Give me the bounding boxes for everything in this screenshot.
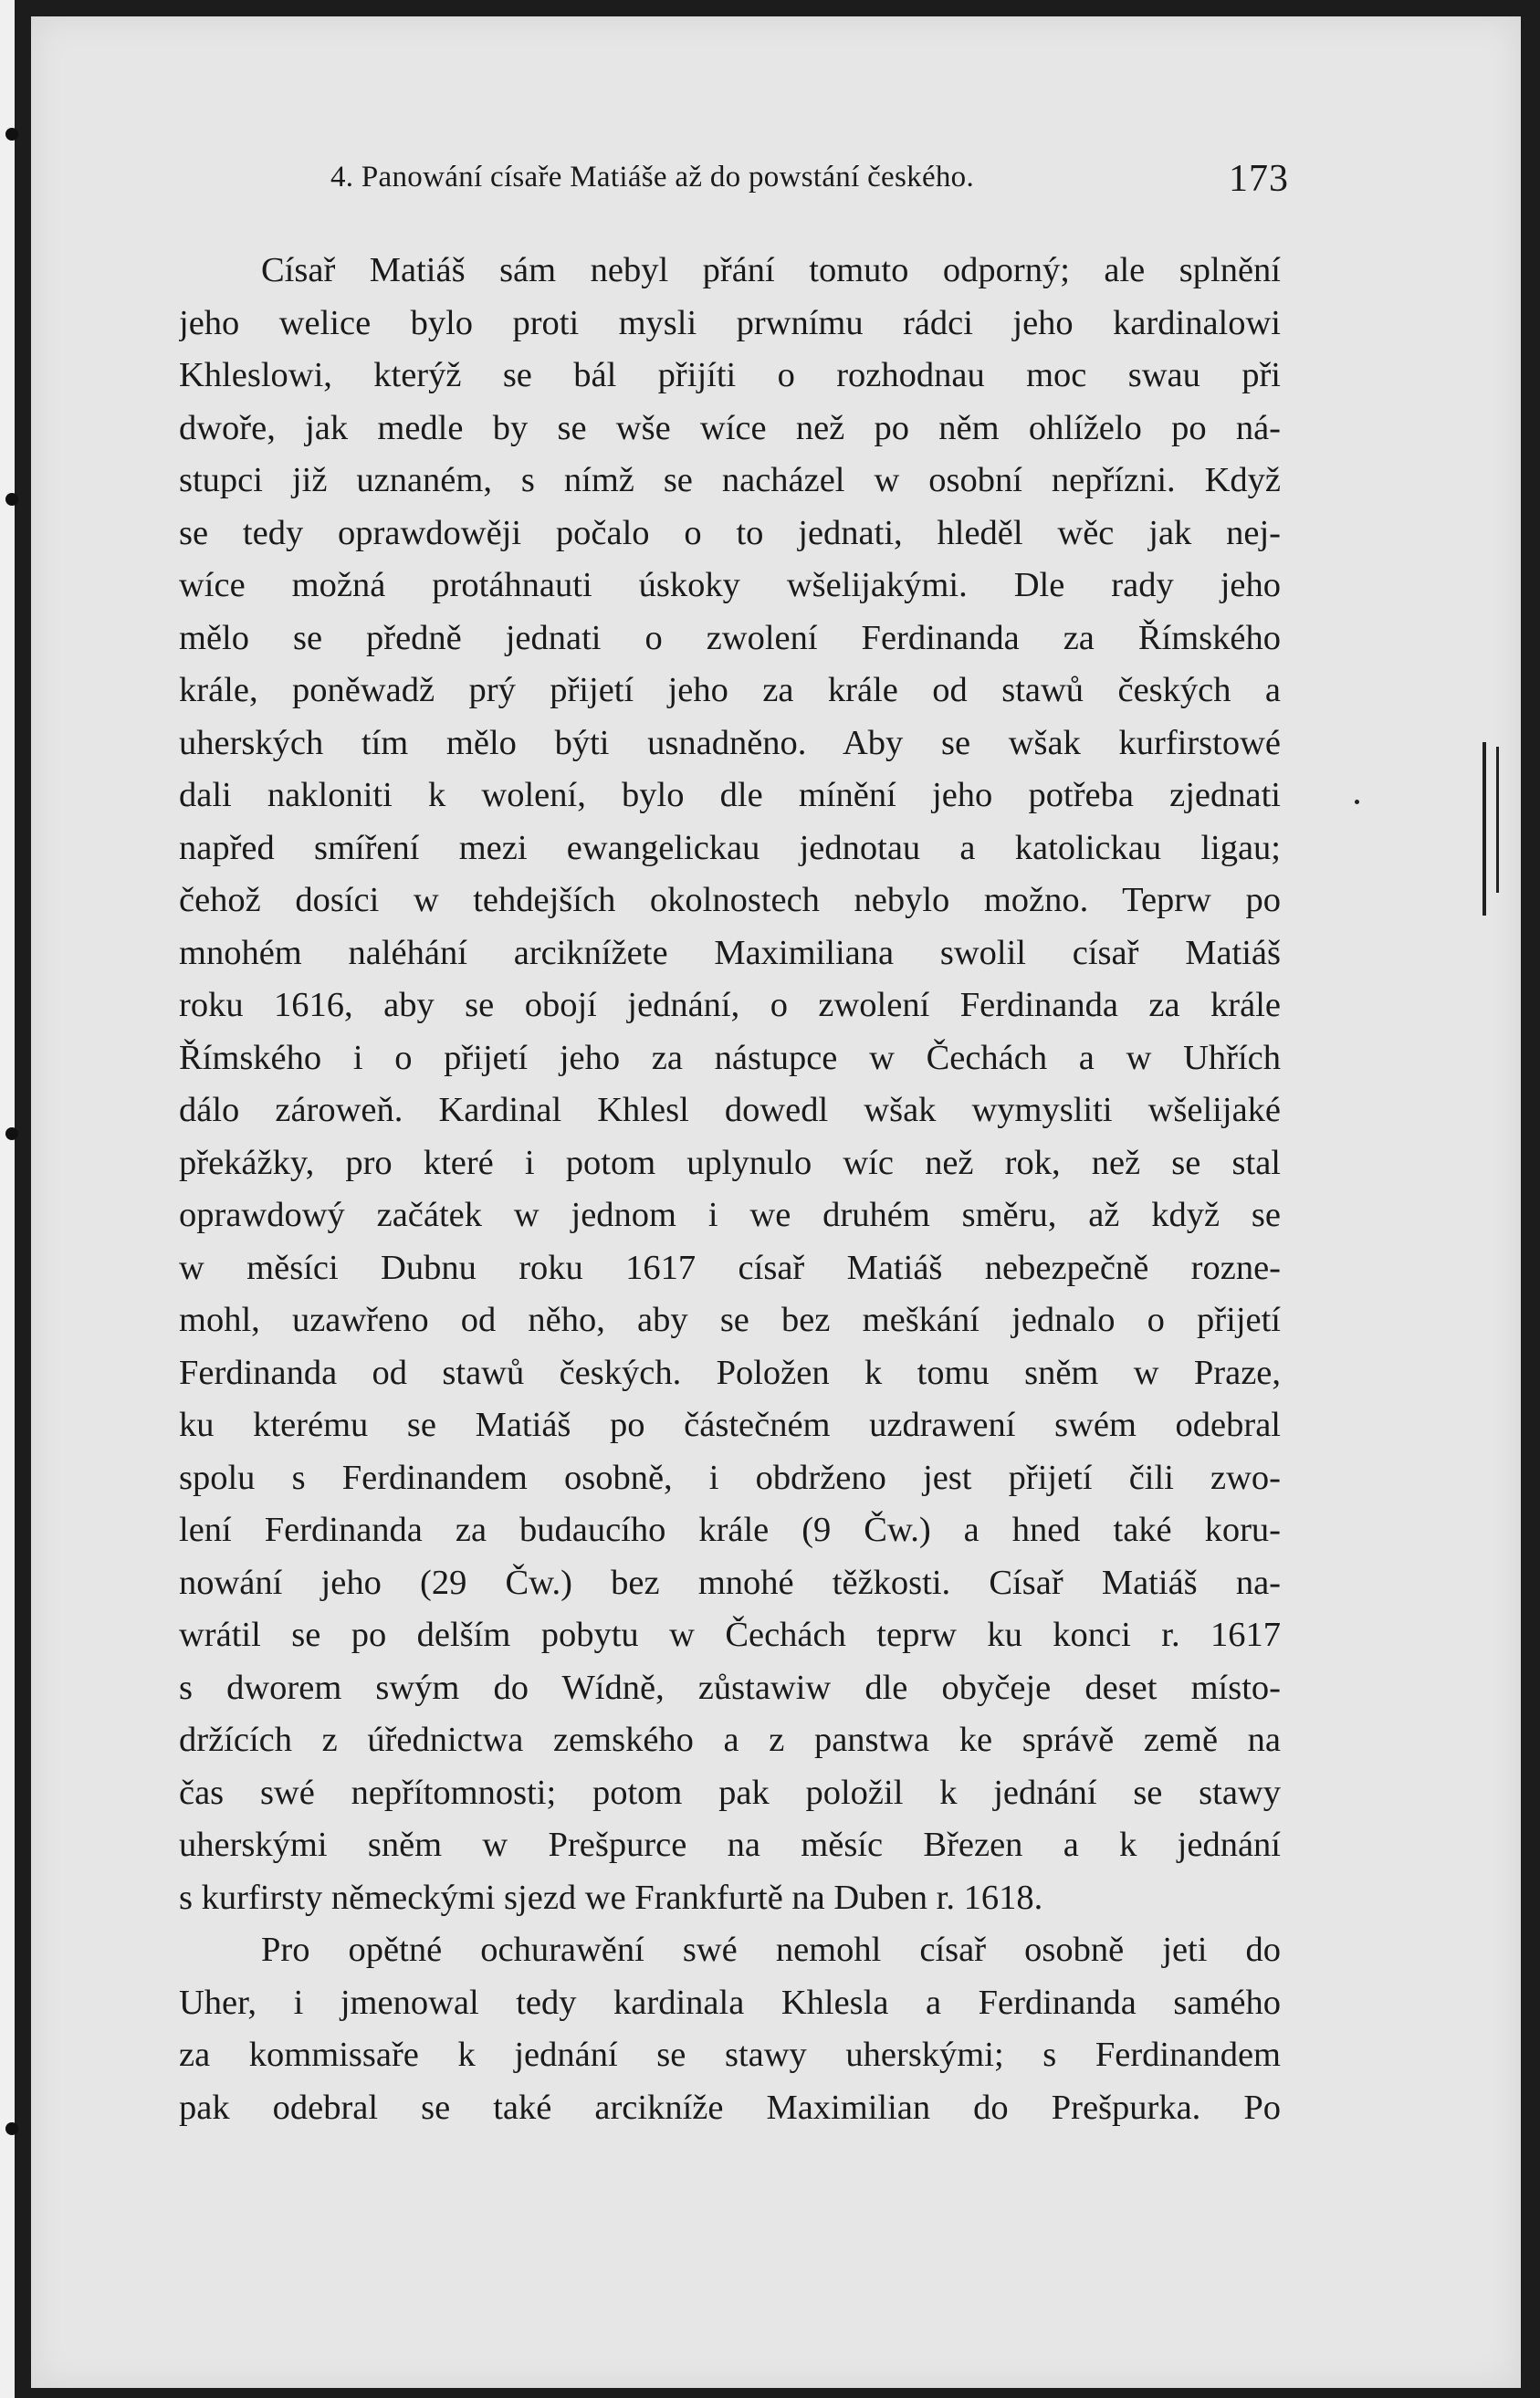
text-line: roku 1616, aby se obojí jednání, o zwolení Ferdinanda za krále — [179, 986, 1281, 1024]
margin-mark — [1496, 747, 1499, 893]
text-line: čehož dosíci w tehdejších okolnostech nebylo možno. Teprw po — [179, 881, 1281, 919]
text-line: stupci již uznaném, s nímž se nacházel w osobní nepřízni. Když — [179, 461, 1281, 499]
text-line: mohl, uzawřeno od něho, aby se bez meškání jednalo o přijetí — [179, 1301, 1281, 1339]
text-line: za kommissaře k jednání se stawy uherskými; s Ferdinandem — [179, 2036, 1281, 2074]
text-line: lení Ferdinanda za budaucího krále (9 Čw.) a hned také koru- — [179, 1511, 1281, 1549]
text-line: uherských tím mělo býti usnadněno. Aby se wšak kurfirstowé — [179, 723, 1281, 762]
margin-mark — [1482, 742, 1486, 916]
binding-hole — [5, 493, 18, 506]
binding-hole — [5, 1127, 18, 1140]
text-line: s dworem swým do Wídně, zůstawiw dle obyčeje deset místo- — [179, 1668, 1281, 1707]
text-line: mnohém naléhání arciknížete Maximiliana swolil císař Matiáš — [179, 933, 1281, 972]
text-line: krále, poněwadž prý přijetí jeho za krále od stawů českých a — [179, 671, 1281, 709]
text-line: překážky, pro které i potom uplynulo wíc než rok, než se stal — [179, 1143, 1281, 1182]
text-line: Khleslowi, kterýž se bál přijíti o rozhodnau moc swau při — [179, 356, 1281, 394]
binding-hole — [5, 128, 18, 141]
body-text — [179, 245, 1281, 2134]
text-line: držících z úřednictwa zemského a z panstwa ke správě země na — [179, 1721, 1281, 1759]
text-line: nowání jeho (29 Čw.) bez mnohé těžkosti. Císař Matiáš na- — [179, 1563, 1281, 1602]
text-line: spolu s Ferdinandem osobně, i obdrženo jest přijetí čili zwo- — [179, 1458, 1281, 1497]
text-line: oprawdowý začátek w jednom i we druhém směru, až když se — [179, 1196, 1281, 1234]
binding-hole — [5, 2122, 18, 2135]
text-line: mělo se předně jednati o zwolení Ferdinanda za Římského — [179, 618, 1281, 657]
chapter-title: 4. Panowání císaře Matiáše až do powstání českého. — [330, 161, 975, 194]
text-line: napřed smíření mezi ewangelickau jednotau a katolickau ligau; — [179, 828, 1281, 867]
text-line: Uher, i jmenowal tedy kardinala Khlesla a Ferdinanda samého — [179, 1983, 1281, 2022]
text-line: dwoře, jak medle by se wše wíce než po něm ohlíželo po ná- — [179, 408, 1281, 447]
text-line: uherskými sněm w Prešpurce na měsíc Březen a k jednání — [179, 1826, 1281, 1864]
text-line: dali nakloniti k wolení, bylo dle mínění jeho potřeba zjednati — [179, 776, 1281, 814]
text-line: wíce možná protáhnauti úskoky wšelijakými. Dle rady jeho — [179, 566, 1281, 604]
text-line: s kurfirsty německými sjezd we Frankfurtě na Duben r. 1618. — [179, 1878, 1043, 1917]
running-header — [301, 153, 1289, 208]
text-line: wrátil se po delším pobytu w Čechách teprw ku konci r. 1617 — [179, 1616, 1281, 1654]
text-line: ku kterému se Matiáš po částečném uzdrawení swém odebral — [179, 1406, 1281, 1444]
scan-left-edge — [0, 0, 15, 2398]
text-line: se tedy oprawdowěji počalo o to jednati, hleděl wěc jak nej- — [179, 513, 1281, 552]
page-number: 173 — [1229, 158, 1289, 200]
margin-mark — [1355, 800, 1359, 804]
text-line: Římského i o přijetí jeho za nástupce w Čechách a w Uhřích — [179, 1038, 1281, 1077]
text-line: pak odebral se také arcikníže Maximilian do Prešpurka. Po — [179, 2088, 1281, 2127]
text-line: Ferdinanda od stawů českých. Položen k tomu sněm w Praze, — [179, 1353, 1281, 1392]
text-line: jeho welice bylo proti mysli prwnímu rádci jeho kardinalowi — [179, 303, 1281, 342]
text-line: w měsíci Dubnu roku 1617 císař Matiáš nebezpečně rozne- — [179, 1248, 1281, 1287]
text-line: Císař Matiáš sám nebyl přání tomuto odporný; ale splnění — [261, 251, 1281, 289]
text-line: Pro opětné ochurawění swé nemohl císař osobně jeti do — [261, 1931, 1281, 1969]
text-line: čas swé nepřítomnosti; potom pak položil k jednání se stawy — [179, 1773, 1281, 1812]
text-line: dálo zároweň. Kardinal Khlesl dowedl wšak wymysliti wšelijaké — [179, 1091, 1281, 1129]
